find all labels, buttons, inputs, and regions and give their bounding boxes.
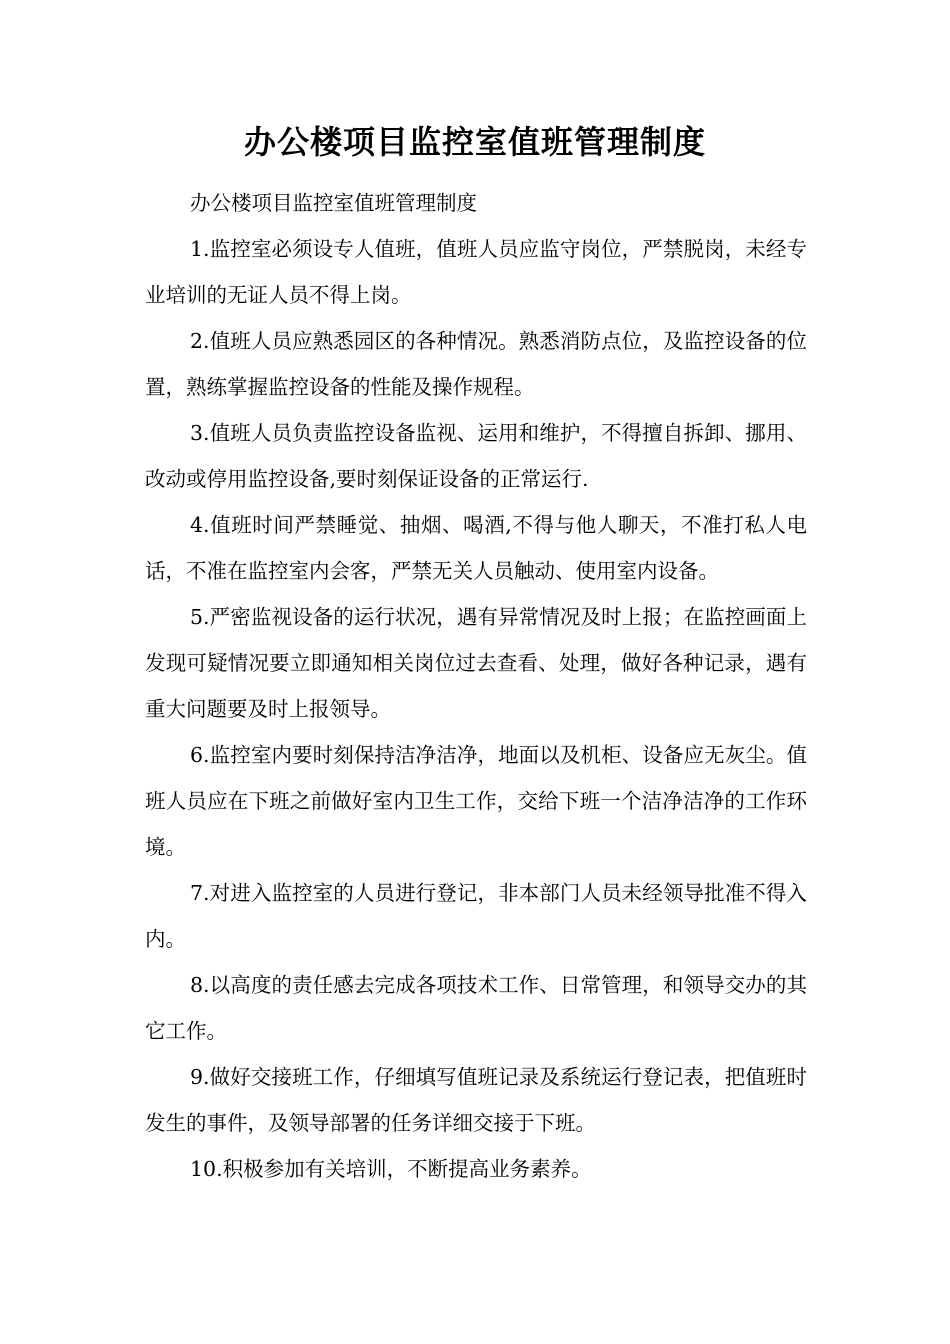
rule-paragraph-1: 1.监控室必须设专人值班，值班人员应监守岗位，严禁脱岗，未经专业培训的无证人员不得上岗。 — [145, 237, 807, 307]
rule-paragraph-6: 6.监控室内要时刻保持洁净洁净，地面以及机柜、设备应无灰尘。值班人员应在下班之前做好室内卫生工作，交给下班一个洁净洁净的工作环境。 — [145, 743, 807, 859]
rule-paragraph-5: 5.严密监视设备的运行状况，遇有异常情况及时上报；在监控画面上发现可疑情况要立即通知相关岗位过去查看、处理，做好各种记录，遇有重大问题要及时上报领导。 — [145, 605, 807, 721]
rule-paragraph-10: 10.积极参加有关培训，不断提高业务素养。 — [190, 1157, 592, 1181]
document-title: 办公楼项目监控室值班管理制度 — [243, 123, 706, 161]
rule-paragraph-9: 9.做好交接班工作，仔细填写值班记录及系统运行登记表，把值班时发生的事件，及领导部署的任务详细交接于下班。 — [145, 1065, 807, 1135]
rule-paragraph-8: 8.以高度的责任感去完成各项技术工作、日常管理，和领导交办的其它工作。 — [145, 973, 807, 1043]
rule-paragraph-3: 3.值班人员负责监控设备监视、运用和维护，不得擅自拆卸、挪用、改动或停用监控设备,要时刻保证设备的正常运行. — [145, 421, 807, 491]
rule-paragraph-2: 2.值班人员应熟悉园区的各种情况。熟悉消防点位，及监控设备的位置，熟练掌握监控设备的性能及操作规程。 — [145, 329, 807, 399]
document-subtitle: 办公楼项目监控室值班管理制度 — [190, 191, 477, 215]
document-body — [145, 180, 807, 1192]
rule-paragraph-4: 4.值班时间严禁睡觉、抽烟、喝酒,不得与他人聊天，不准打私人电话，不准在监控室内会客，严禁无关人员触动、使用室内设备。 — [145, 513, 807, 583]
rule-paragraph-7: 7.对进入监控室的人员进行登记，非本部门人员未经领导批准不得入内。 — [145, 881, 807, 951]
